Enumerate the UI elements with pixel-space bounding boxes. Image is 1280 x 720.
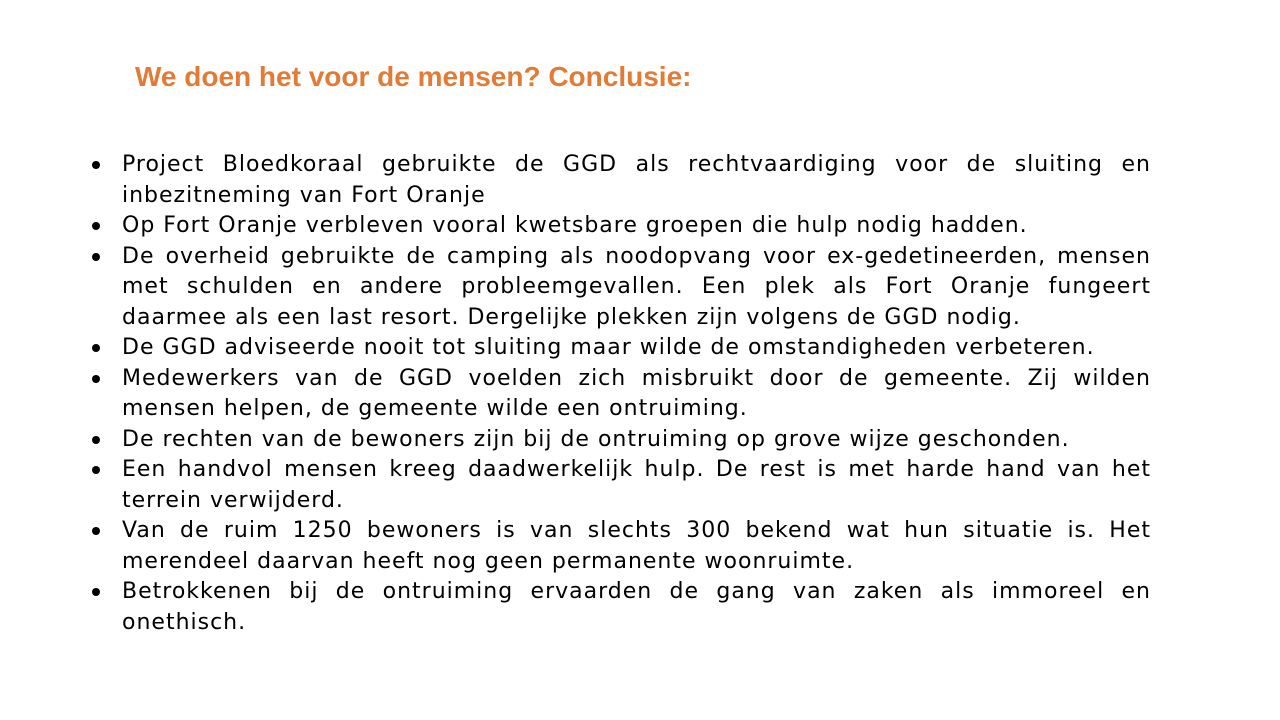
bullet-list bbox=[90, 150, 1151, 638]
list-item bbox=[90, 242, 1151, 334]
slide-title: We doen het voor de mensen? Conclusie: bbox=[135, 61, 692, 92]
bullet-icon bbox=[92, 588, 100, 596]
bullet-text: Betrokkenen bij de ontruiming ervaarden de gang van zaken als immoreel en onethisch. bbox=[122, 579, 1151, 635]
bullet-text: De rechten van de bewoners zijn bij de ontruiming op grove wijze geschonden. bbox=[122, 426, 1070, 452]
bullet-text: Op Fort Oranje verbleven vooral kwetsbare groepen die hulp nodig hadden. bbox=[122, 213, 1028, 238]
bullet-text: Van de ruim 1250 bewoners is van slechts 300 bekend wat hun situatie is. Het merendeel daarvan heeft nog geen permanente woonruimte. bbox=[122, 518, 1151, 574]
list-item bbox=[90, 455, 1151, 516]
bullet-text: De GGD adviseerde nooit tot sluiting maar wilde de omstandigheden verbeteren. bbox=[122, 335, 1095, 360]
list-item bbox=[90, 425, 1151, 456]
list-item bbox=[90, 577, 1151, 638]
bullet-icon bbox=[92, 375, 100, 383]
bullet-icon bbox=[92, 161, 100, 169]
list-item bbox=[90, 333, 1151, 364]
bullet-icon bbox=[92, 527, 100, 535]
bullet-text: Een handvol mensen kreeg daadwerkelijk hulp. De rest is met harde hand van het terrein verwijderd. bbox=[122, 457, 1151, 513]
bullet-icon bbox=[92, 222, 100, 230]
list-item bbox=[90, 150, 1151, 211]
list-item bbox=[90, 364, 1151, 425]
bullet-icon bbox=[92, 344, 100, 352]
bullet-icon bbox=[92, 466, 100, 474]
list-item bbox=[90, 516, 1151, 577]
bullet-text: De overheid gebruikte de camping als noodopvang voor ex-gedetineerden, mensen met schulden en andere probleemgevallen. Een plek als Fort Oranje fungeert daarmee als een last resort. Dergelijke plekken zijn volgens de GGD nodig. bbox=[122, 243, 1151, 330]
list-item bbox=[90, 211, 1151, 242]
bullet-icon bbox=[92, 436, 100, 444]
bullet-text: Medewerkers van de GGD voelden zich misbruikt door de gemeente. Zij wilden mensen helpen, de gemeente wilde een ontruiming. bbox=[122, 365, 1151, 421]
bullet-text: Project Bloedkoraal gebruikte de GGD als rechtvaardiging voor de sluiting en inbezitneming van Fort Oranje bbox=[122, 152, 1151, 208]
bullet-icon bbox=[92, 253, 100, 261]
